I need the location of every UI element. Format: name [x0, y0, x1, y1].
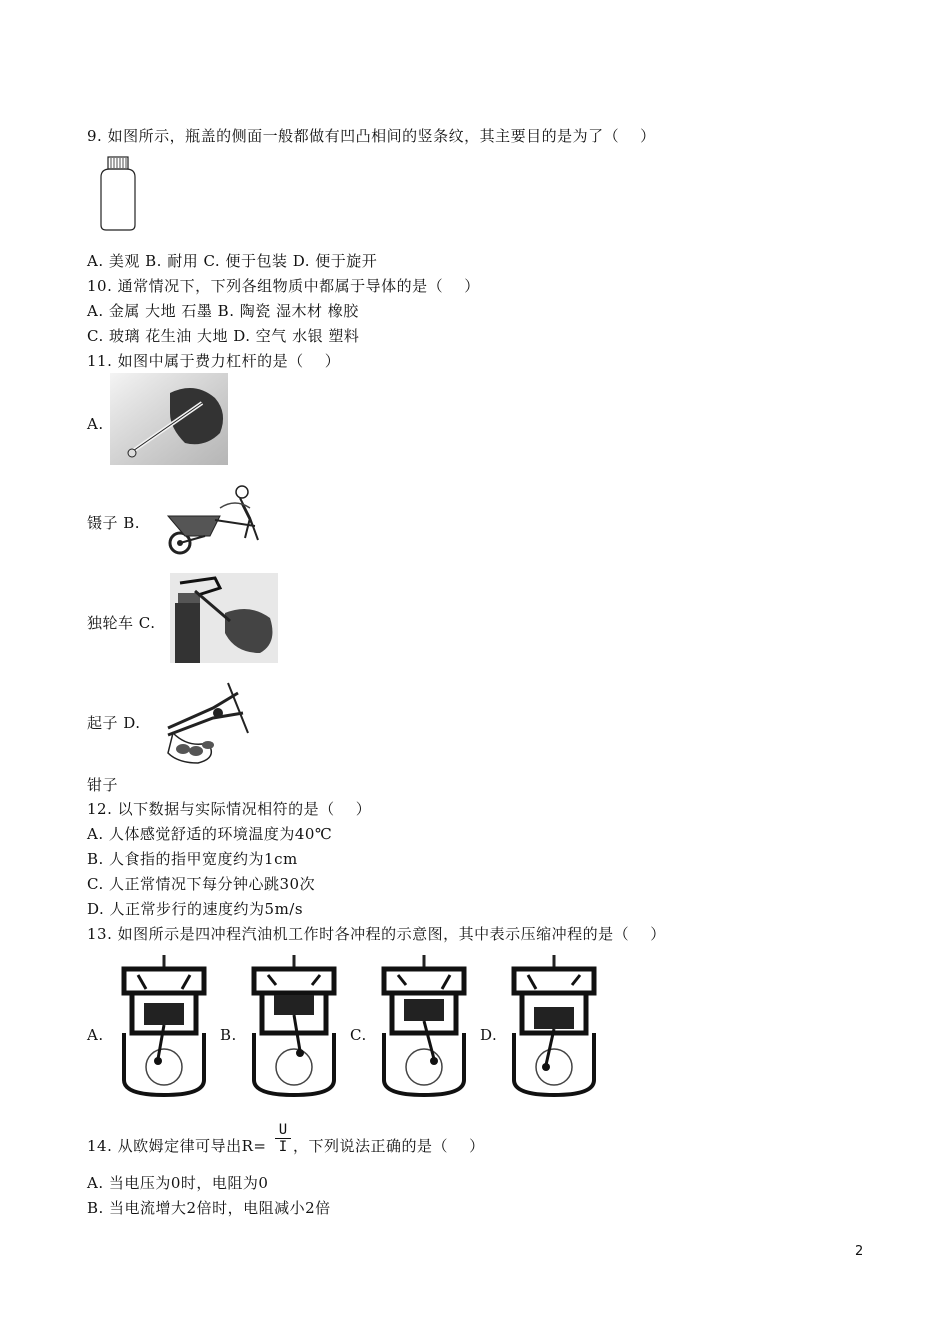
q10-stem: 10. 通常情况下，下列各组物质中都属于导体的是（ ）: [87, 277, 480, 295]
q14-stem-prefix: 14. 从欧姆定律可导出R=: [87, 1137, 267, 1155]
q13-label-d: D.: [480, 1026, 498, 1044]
q11-option-c-label: 独轮车 C.: [87, 614, 156, 632]
q14-option-b: B. 当电流增大2倍时，电阻减小2倍: [87, 1199, 331, 1217]
q12-option-c: C. 人正常情况下每分钟心跳30次: [87, 875, 316, 893]
engine-stroke-c-figure: [378, 955, 470, 1100]
fraction-numerator: U: [275, 1122, 291, 1139]
q10-options-line2: C. 玻璃 花生油 大地 D. 空气 水银 塑料: [87, 327, 360, 345]
q11-option-b-label: 镊子 B.: [87, 514, 141, 532]
q11-option-a-label: A.: [87, 415, 104, 433]
q11-stem: 11. 如图中属于费力杠杆的是（ ）: [87, 352, 341, 370]
q11-option-d-label: 起子 D.: [87, 714, 141, 732]
engine-stroke-b-figure: [248, 955, 340, 1100]
q13-stem: 13. 如图所示是四冲程汽油机工作时各冲程的示意图，其中表示压缩冲程的是（ ）: [87, 925, 666, 943]
q13-label-a: A.: [87, 1026, 104, 1044]
wheelbarrow-figure: [160, 478, 275, 558]
q12-option-a: A. 人体感觉舒适的环境温度为40℃: [87, 825, 333, 843]
tweezers-photo: [110, 373, 228, 465]
engine-stroke-d-figure: [508, 955, 600, 1100]
q9-options: A. 美观 B. 耐用 C. 便于包装 D. 便于旋开: [87, 252, 378, 270]
q12-option-b: B. 人食指的指甲宽度约为1cm: [87, 850, 298, 868]
q13-label-c: C.: [350, 1026, 367, 1044]
q9-stem: 9. 如图所示，瓶盖的侧面一般都做有凹凸相间的竖条纹，其主要目的是为了（ ）: [87, 127, 656, 145]
q13-label-b: B.: [220, 1026, 237, 1044]
fraction-denominator: I: [278, 1139, 288, 1155]
ohm-fraction: [275, 1122, 291, 1155]
page-number: 2: [855, 1244, 864, 1259]
bottle-opener-photo: [170, 573, 278, 663]
q10-options-line1: A. 金属 大地 石墨 B. 陶瓷 湿木材 橡胶: [87, 302, 359, 320]
engine-stroke-a-figure: [118, 955, 210, 1100]
pliers-figure: [158, 673, 263, 765]
q14-stem-suffix: ，下列说法正确的是（ ）: [293, 1137, 485, 1155]
q12-option-d: D. 人正常步行的速度约为5m/s: [87, 900, 304, 918]
q11-trailing-label: 钳子: [87, 776, 119, 794]
bottle-figure: [96, 155, 142, 233]
q12-stem: 12. 以下数据与实际情况相符的是（ ）: [87, 800, 372, 818]
q14-option-a: A. 当电压为0时，电阻为0: [87, 1174, 269, 1192]
